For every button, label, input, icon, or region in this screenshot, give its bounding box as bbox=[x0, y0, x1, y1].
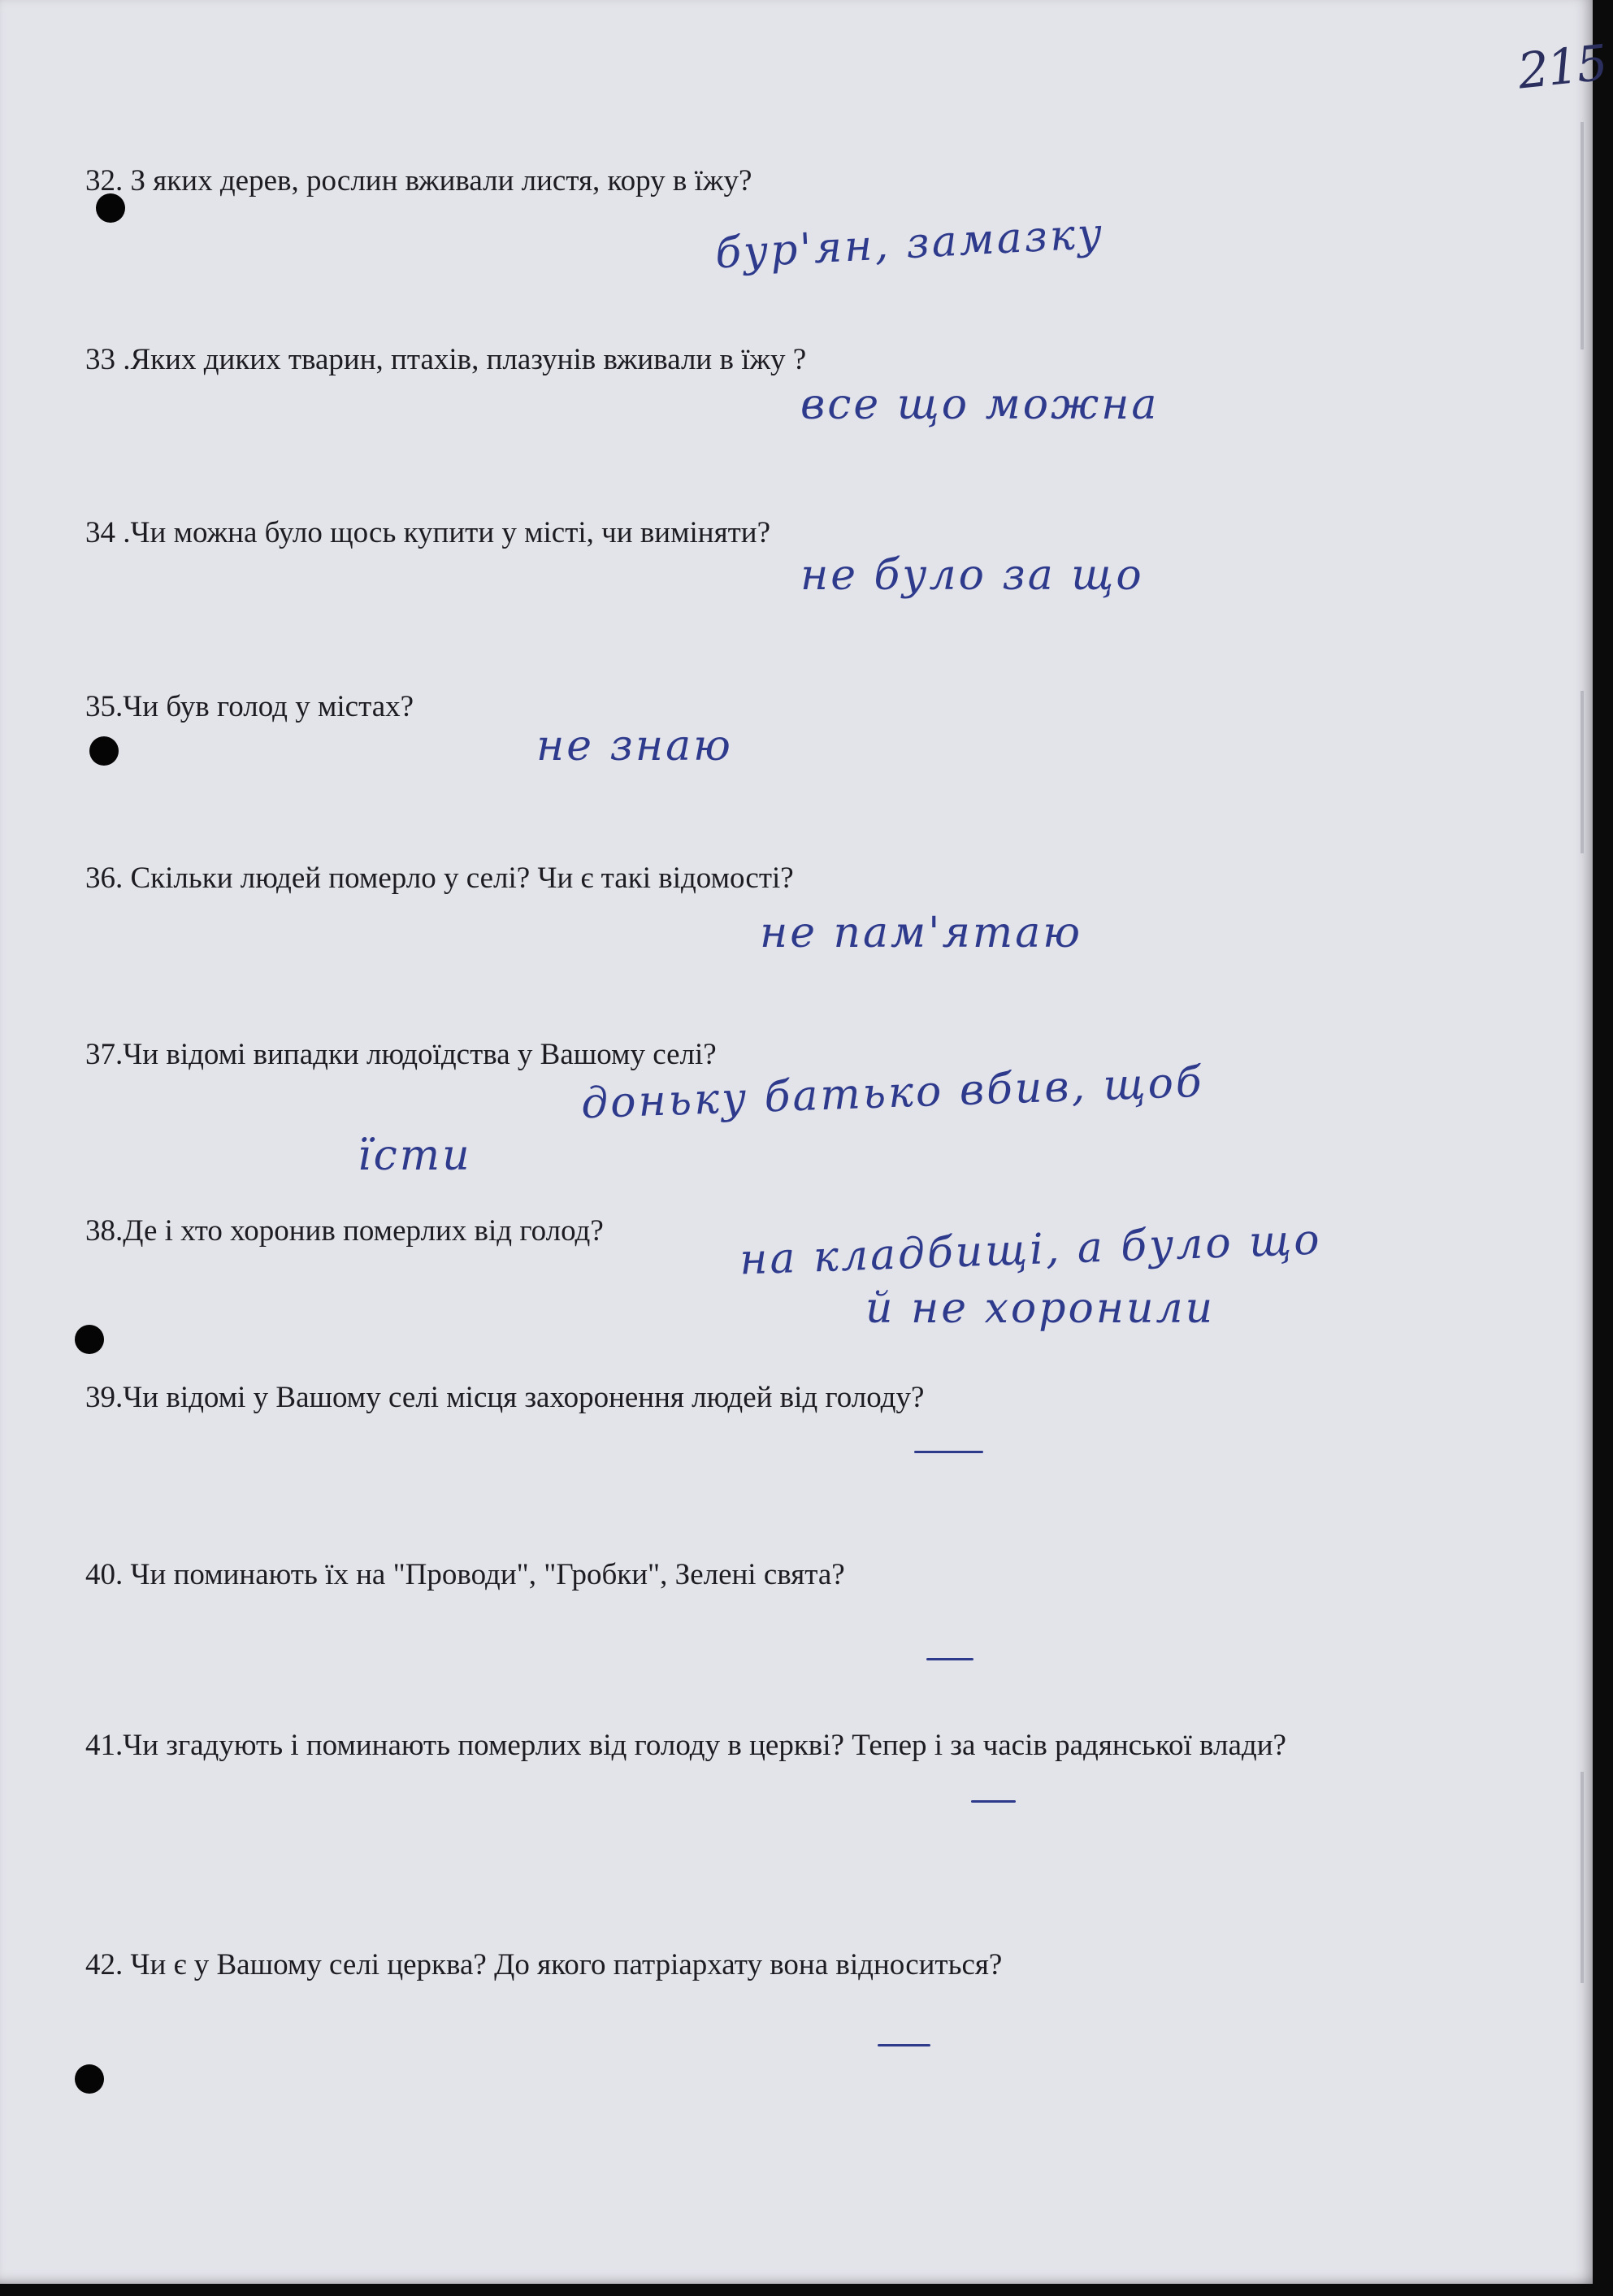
answer-41-dash bbox=[971, 1800, 1016, 1803]
question-40: 40. Чи поминають їх на "Проводи", "Гробки", Зелені свята? bbox=[85, 1558, 845, 1591]
answer-42-dash bbox=[878, 2044, 930, 2046]
page-edge-mark bbox=[1580, 122, 1584, 349]
punch-hole bbox=[75, 1325, 104, 1354]
answer-34: не було за що bbox=[800, 551, 1144, 600]
answer-36: не пам'ятаю bbox=[760, 909, 1082, 957]
question-35: 35.Чи був голод у містах? bbox=[85, 690, 414, 723]
question-41: 41.Чи згадують і поминають померлих від голоду в церкві? Тепер і за часів радянської влади? bbox=[85, 1729, 1286, 1762]
punch-hole bbox=[75, 2064, 104, 2094]
question-36: 36. Скільки людей померло у селі? Чи є такі відомості? bbox=[85, 862, 794, 895]
answer-40-dash bbox=[926, 1658, 973, 1660]
question-39: 39.Чи відомі у Вашому селі місця захоронення людей від голоду? bbox=[85, 1381, 925, 1414]
answer-39-dash bbox=[914, 1451, 983, 1453]
punch-hole bbox=[89, 736, 119, 766]
answer-38-line-1: на кладбищі, а було що bbox=[739, 1215, 1323, 1285]
answer-37-line-1: доньку батько вбив, щоб bbox=[580, 1057, 1205, 1129]
answer-33: все що можна bbox=[800, 380, 1160, 429]
answer-38-line-2: й не хоронили bbox=[865, 1284, 1216, 1333]
question-42: 42. Чи є у Вашому селі церква? До якого патріархату вона відноситься? bbox=[85, 1948, 1003, 1981]
answer-35: не знаю bbox=[536, 722, 733, 770]
page-edge-mark bbox=[1580, 1772, 1584, 1983]
question-37: 37.Чи відомі випадки людоїдства у Вашому селі? bbox=[85, 1038, 717, 1071]
answer-37-line-2: їсти bbox=[358, 1131, 472, 1180]
answer-32: бур'ян, замазку bbox=[713, 209, 1106, 279]
page-number: 215 bbox=[1515, 34, 1609, 101]
question-34: 34 .Чи можна було щось купити у місті, чи виміняти? bbox=[85, 516, 771, 549]
page-edge-mark bbox=[1580, 691, 1584, 853]
question-32: 32. З яких дерев, рослин вживали листя, кору в їжу? bbox=[85, 164, 752, 197]
question-33: 33 .Яких диких тварин, птахів, плазунів вживали в їжу ? bbox=[85, 343, 807, 376]
question-38: 38.Де і хто хоронив померлих від голод? bbox=[85, 1214, 604, 1248]
